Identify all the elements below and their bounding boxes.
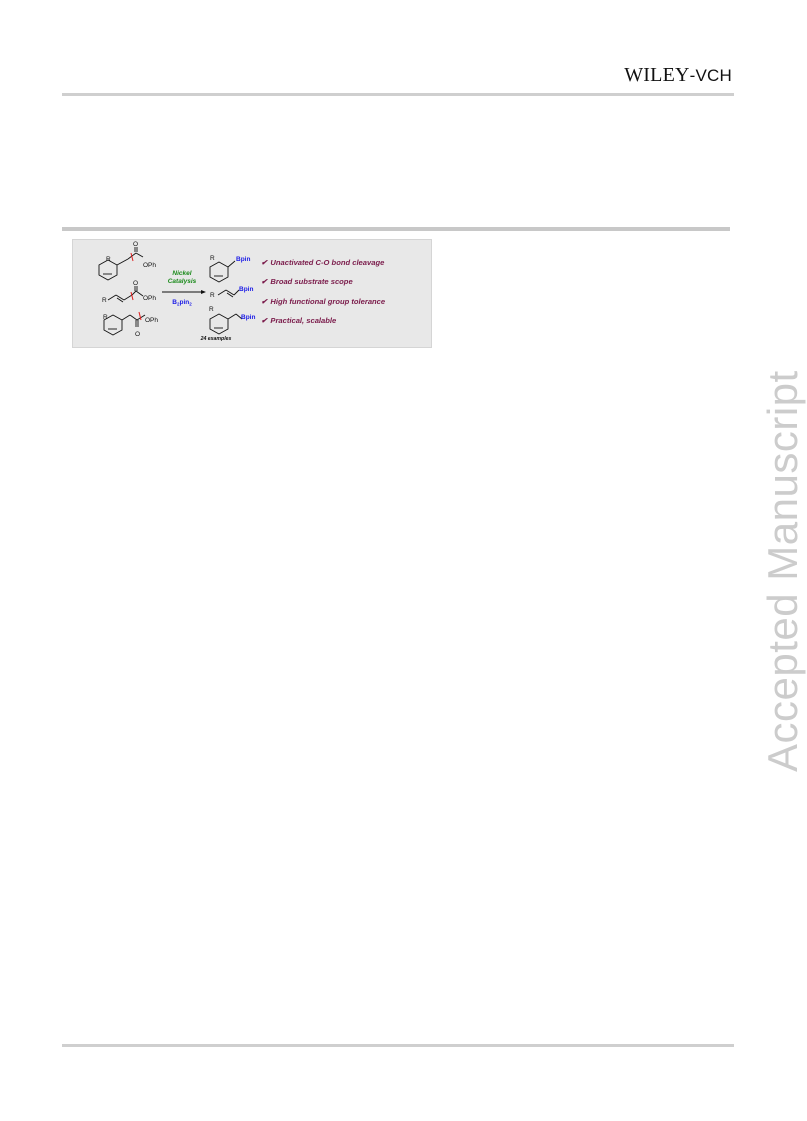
substrate2-oph-label: OPh — [143, 295, 157, 302]
substrate2-bond-c — [124, 295, 132, 300]
check-icon: ✔ — [261, 296, 268, 306]
substrate1-r-label: R — [106, 256, 111, 263]
reagent-sub1: 2 — [176, 301, 180, 307]
highlight-text: High functional group tolerance — [270, 296, 386, 306]
publisher-logo — [624, 64, 732, 87]
product2-bpin-label: Bpin — [239, 286, 254, 293]
substrate2-carbonyl-bond — [132, 291, 136, 295]
product3-r-label: R — [209, 306, 214, 313]
product1-r-label: R — [210, 255, 215, 262]
publisher-suffix: -VCH — [689, 66, 732, 85]
substrate2-bond-b — [116, 295, 124, 300]
highlight-item — [261, 276, 385, 295]
substrate1-ring — [99, 260, 117, 280]
product3-ch2-bond — [228, 314, 236, 319]
substrate2-o-label: O — [133, 280, 139, 287]
substrate3-r-label: R — [103, 314, 108, 321]
substrate1-ester-bond — [136, 253, 143, 257]
check-icon: ✔ — [261, 258, 268, 267]
substrate1-oph-label: OPh — [143, 262, 157, 269]
substrate2-r-label: R — [102, 297, 107, 304]
reagent-base: B — [172, 299, 177, 306]
catalyst-label-line2: Catalysis — [167, 278, 197, 285]
substrate3-oph-label: OPh — [145, 317, 159, 324]
substrate2-ester-bond — [136, 291, 143, 296]
reagent-mid: pin — [179, 299, 190, 306]
product1-ring — [210, 262, 228, 282]
cleavage-mark-2 — [131, 292, 133, 300]
check-icon: ✔ — [261, 277, 268, 287]
highlight-item — [261, 315, 385, 334]
reagent-sub2: 2 — [189, 301, 192, 307]
publisher-brand: WILEY — [624, 64, 690, 86]
toc-graphic — [72, 239, 432, 348]
product3-bpin-label: Bpin — [241, 314, 256, 321]
accepted-manuscript-watermark: Accepted Manuscript — [759, 370, 806, 772]
product3-ring — [210, 314, 228, 334]
product2-bond-a — [218, 290, 226, 295]
highlight-item — [261, 296, 385, 315]
reagent-label — [172, 299, 192, 307]
footer-divider — [62, 1044, 734, 1047]
product1-bpin-label: Bpin — [236, 256, 251, 263]
substrate3-ch2-bond-a — [122, 315, 130, 320]
product2-bond-b — [226, 290, 234, 295]
substrate3-o-label: O — [135, 331, 141, 338]
reaction-arrow-head — [201, 290, 206, 294]
check-icon: ✔ — [261, 315, 268, 325]
highlights-list — [261, 257, 385, 334]
substrate2-bond-a — [108, 295, 116, 300]
highlight-text: Broad substrate scope — [270, 277, 353, 287]
substrate1-o-label: O — [133, 241, 139, 248]
highlight-text: Unactivated C-O bond cleavage — [270, 258, 385, 267]
substrate1-ipso-bond — [117, 259, 128, 265]
product2-r-label: R — [210, 292, 215, 299]
scope-note: 24 examples — [200, 336, 232, 342]
product1-boron-bond — [228, 261, 235, 267]
catalyst-label-line1: Nickel — [172, 270, 192, 277]
substrate3-ch2-bond-b — [130, 315, 137, 320]
highlight-text: Practical, scalable — [270, 315, 337, 325]
highlight-item — [261, 257, 385, 276]
header-divider — [62, 93, 734, 96]
section-divider — [62, 227, 730, 231]
